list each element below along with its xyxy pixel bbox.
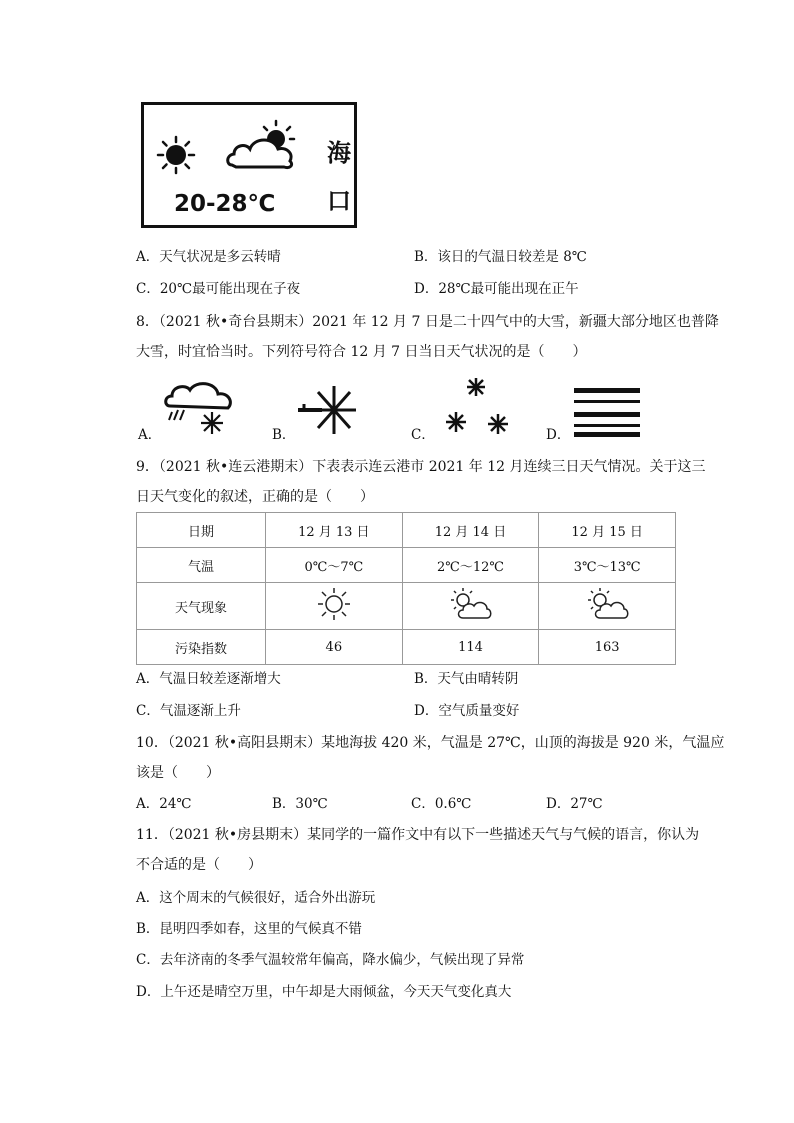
q9-option-b[interactable]: B．天气由晴转阴	[414, 671, 519, 687]
pollution-cell: 163	[539, 630, 676, 665]
q9-option-a[interactable]: A．气温日较差逐渐增大	[136, 671, 281, 687]
city-char-2: 口	[327, 186, 351, 215]
row-label-date: 日期	[137, 513, 266, 548]
row-label-temp: 气温	[137, 548, 266, 583]
q9-stem-line1: 9．（2021 秋•连云港期末）下表表示连云港市 2021 年 12 月连续三日天气情况。关于这三	[136, 459, 706, 475]
table-row	[137, 513, 676, 548]
cloud-rain-snow-icon	[160, 376, 240, 440]
wind-snow-icon	[296, 382, 366, 438]
q10-stem-line1: 10．（2021 秋•高阳县期末）某地海拔 420 米，气温是 27℃，山顶的海拔是 920 米，气温应	[136, 735, 725, 751]
table-row	[137, 548, 676, 583]
q10-stem-line2: 该是（ ）	[136, 765, 220, 781]
q9-option-c[interactable]: C．气温逐渐上升	[136, 703, 241, 719]
date-cell: 12 月 14 日	[402, 513, 539, 548]
q11-option-b[interactable]: B．昆明四季如春，这里的气候真不错	[136, 921, 362, 937]
city-char-1: 海	[327, 138, 351, 167]
temp-cell: 2℃～12℃	[402, 548, 539, 583]
sunny-icon	[316, 586, 352, 622]
heavy-snow-icon	[440, 376, 520, 438]
q11-option-c[interactable]: C．去年济南的冬季气温较常年偏高，降水偏少，气候出现了异常	[136, 952, 525, 968]
temp-cell: 3℃～13℃	[539, 548, 676, 583]
partly-cloudy-icon	[584, 586, 630, 622]
weather-cell	[402, 583, 539, 630]
weather-cell	[539, 583, 676, 630]
fog-icon	[572, 386, 642, 440]
date-cell: 12 月 15 日	[539, 513, 676, 548]
q10-option-c[interactable]: C．0.6℃	[411, 796, 472, 812]
temp-cell: 0℃～7℃	[266, 548, 403, 583]
table-row	[137, 583, 676, 630]
q7-option-d[interactable]: D．28℃最可能出现在正午	[414, 281, 579, 297]
q8-stem-line2: 大雪，时宜恰当时。下列符号符合 12 月 7 日当日天气状况的是（ ）	[136, 344, 587, 360]
partly-cloudy-icon	[447, 586, 493, 622]
q10-option-b[interactable]: B．30℃	[272, 796, 328, 812]
row-label-weather: 天气现象	[137, 583, 266, 630]
pollution-cell: 114	[402, 630, 539, 665]
q8-option-a[interactable]: A．	[138, 427, 162, 443]
sun-icon	[156, 135, 196, 175]
q8-option-b[interactable]: B．	[272, 427, 296, 443]
q8-option-c[interactable]: C．	[411, 427, 435, 443]
q10-option-d[interactable]: D．27℃	[546, 796, 603, 812]
q9-stem-line2: 日天气变化的叙述，正确的是（ ）	[136, 489, 374, 505]
q10-option-a[interactable]: A．24℃	[136, 796, 192, 812]
weather-cell	[266, 583, 403, 630]
q8-stem-line1: 8．（2021 秋•奇台县期末）2021 年 12 月 7 日是二十四气中的大雪，新疆大部分地区也普降	[136, 314, 719, 330]
date-cell: 12 月 13 日	[266, 513, 403, 548]
row-label-pollution: 污染指数	[137, 630, 266, 665]
q11-option-d[interactable]: D．上午还是晴空万里，中午却是大雨倾盆，今天天气变化真大	[136, 984, 512, 1000]
q11-option-a[interactable]: A．这个周末的气候很好，适合外出游玩	[136, 890, 376, 906]
q8-option-d[interactable]: D．	[546, 427, 571, 443]
temperature-range: 20-28℃	[174, 191, 276, 217]
q11-stem-line1: 11．（2021 秋•房县期末）某同学的一篇作文中有以下一些描述天气与气候的语言，你认为	[136, 827, 700, 843]
q11-stem-line2: 不合适的是（ ）	[136, 857, 262, 873]
weather-card	[141, 102, 357, 228]
table-row	[137, 630, 676, 665]
q7-option-c[interactable]: C．20℃最可能出现在子夜	[136, 281, 301, 297]
partly-cloudy-icon	[224, 119, 304, 175]
q7-option-b[interactable]: B．该日的气温日较差是 8℃	[414, 249, 587, 265]
weather-table	[136, 512, 676, 665]
q7-option-a[interactable]: A．天气状况是多云转晴	[136, 249, 281, 265]
q9-option-d[interactable]: D．空气质量变好	[414, 703, 520, 719]
pollution-cell: 46	[266, 630, 403, 665]
